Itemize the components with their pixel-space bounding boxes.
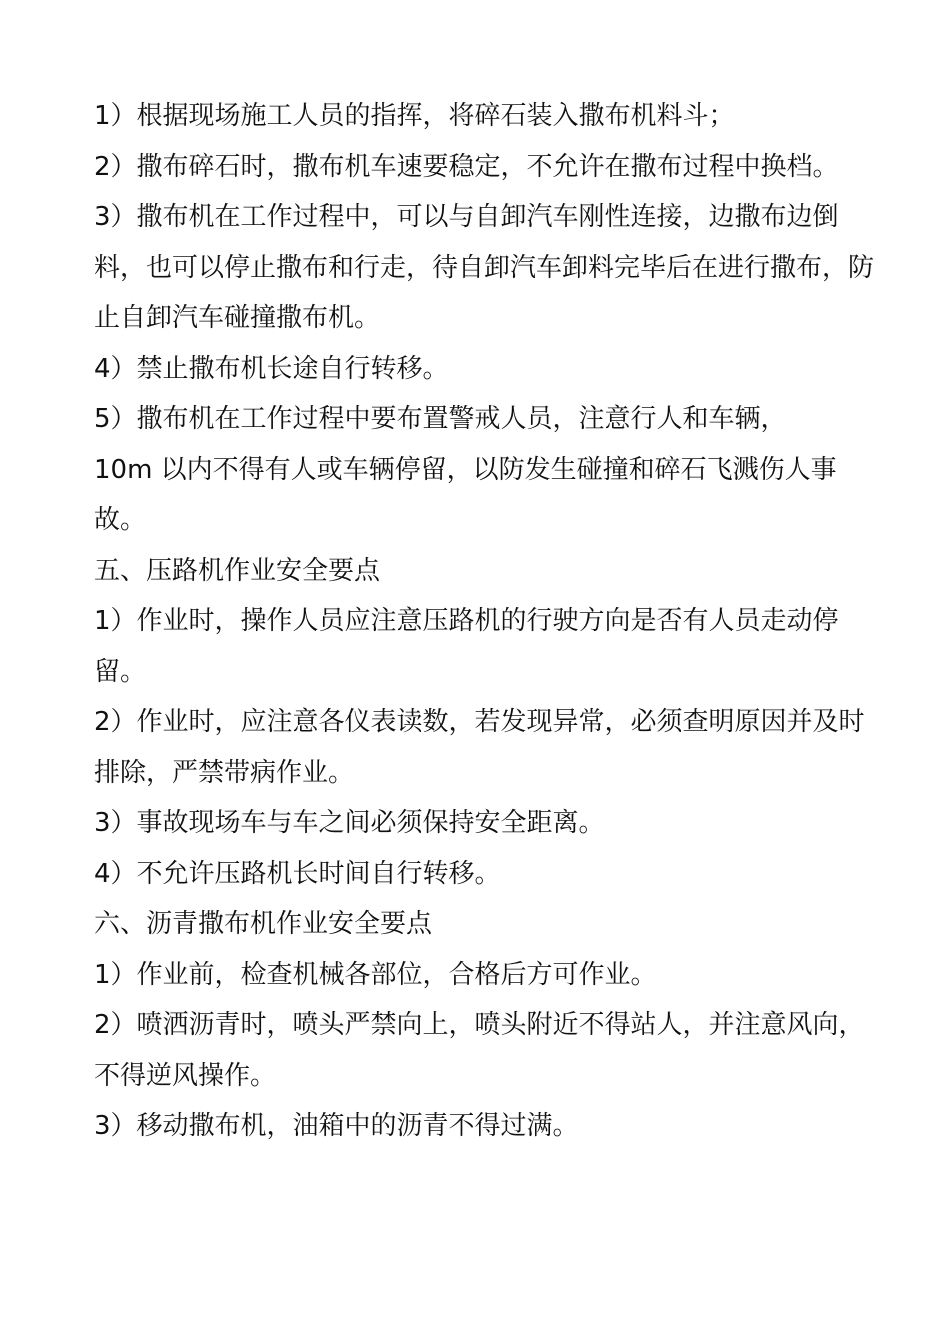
- paragraph-spreader-warning-staff: 5）撒布机在工作过程中要布置警戒人员，注意行人和车辆，: [94, 404, 787, 434]
- paragraph-asphalt-inspection: 1）作业前，检查机械各部位，合格后方可作业。: [94, 959, 657, 990]
- paragraph-roller-direction: 1）作业时，操作人员应注意压路机的行驶方向是否有人员走动停留。: [94, 606, 839, 687]
- paragraph-spreader-loading: 1）根据现场施工人员的指挥，将碎石装入撒布机料斗；: [94, 101, 735, 131]
- document-page: [94, 91, 874, 1152]
- paragraph-spreader-transfer: 4）禁止撒布机长途自行转移。: [94, 353, 449, 384]
- paragraph-roller-distance: 3）事故现场车与车之间必须保持安全距离。: [94, 808, 605, 838]
- paragraph-roller-transfer: 4）不允许压路机长时间自行转移。: [94, 858, 501, 889]
- paragraph-asphalt-spraying: 2）喷洒沥青时，喷头严禁向上，喷头附近不得站人，并注意风向，不得逆风操作。: [94, 1010, 865, 1091]
- paragraph-roller-instruments: 2）作业时，应注意各仪表读数，若发现异常，必须查明原因并及时排除，严禁带病作业。: [94, 707, 865, 788]
- paragraph-spreader-dump-truck: 3）撒布机在工作过程中，可以与自卸汽车刚性连接，边撒布边倒料，也可以停止撒布和行走，待自卸汽车卸料完毕后在进行撒布，防止自卸汽车碰撞撒布机。: [94, 202, 875, 333]
- paragraph-spreader-speed: 2）撒布碎石时，撒布机车速要稳定，不允许在撒布过程中换档。: [94, 151, 839, 182]
- paragraph-spreader-safety-distance: 10m 以内不得有人或车辆停留，以防发生碰撞和碎石飞溅伤人事故。: [94, 454, 837, 535]
- paragraph-asphalt-tank: 3）移动撒布机，油箱中的沥青不得过满。: [94, 1111, 579, 1141]
- section-heading-roller: 五、压路机作业安全要点: [94, 555, 381, 586]
- section-heading-asphalt-spreader: 六、沥青撒布机作业安全要点: [94, 909, 433, 939]
